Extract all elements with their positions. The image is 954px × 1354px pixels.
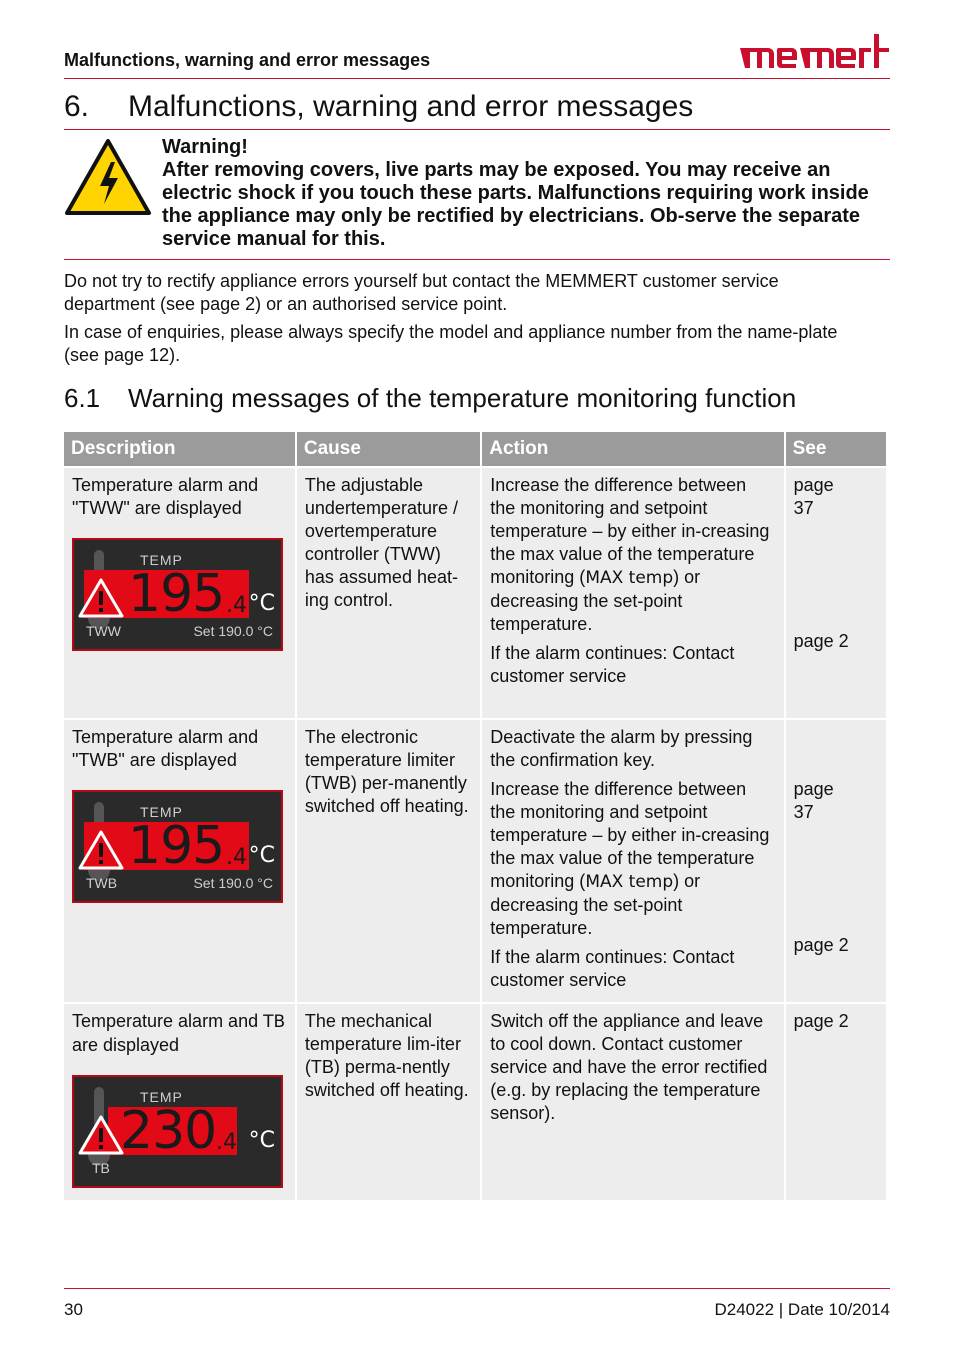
warning-rule <box>64 259 890 260</box>
display-setpoint: Set 190.0 °C <box>193 623 273 639</box>
display-mode: TWB <box>86 875 118 891</box>
section-title-text: Warning messages of the temperature monitoring function <box>128 383 797 413</box>
display-unit: °C <box>248 1128 275 1153</box>
table-row <box>64 468 886 718</box>
display-mode: TWW <box>86 623 121 639</box>
see-cell <box>786 720 886 1002</box>
description-text: Temperature alarm and "TWB" are displayed <box>72 727 259 770</box>
see-cell <box>786 468 886 718</box>
warning-heading: Warning! <box>162 136 248 158</box>
section-number: 6.1 <box>64 383 101 413</box>
action-cell <box>482 468 783 718</box>
memmert-logo <box>738 32 890 72</box>
col-header-description: Description <box>64 432 295 466</box>
enquiry-paragraph: In case of enquiries, please always specify the model and appliance number from the name-plate (see page 12). <box>64 322 838 365</box>
description-text: Temperature alarm and "TWW" are displayed <box>72 475 259 518</box>
chapter-number: 6. <box>64 90 90 123</box>
alarm-warning-icon <box>78 1115 124 1155</box>
table-row <box>64 1004 886 1200</box>
menu-term: MAX temp <box>585 568 674 588</box>
action-text: Increase the difference between the monitoring and setpoint temperature – by either in-creasing the max value of the temperature monitoring (MAX temp) or decreasing the set-point temperature. <box>490 779 770 938</box>
display-term: TB <box>263 1012 286 1032</box>
page-reference: page 2 <box>793 631 849 651</box>
action-cell <box>482 720 783 1002</box>
section-title <box>64 383 796 414</box>
chapter-rule <box>64 129 890 130</box>
col-header-see: See <box>786 432 886 466</box>
footer-rule <box>64 1288 890 1289</box>
display-label: TEMP <box>140 804 183 820</box>
chapter-title-text: Malfunctions, warning and error messages <box>128 90 694 123</box>
cause-cell: The adjustable undertemperature / overtemperature controller (TWW) has assumed heat-ing control. <box>297 468 480 718</box>
description-cell <box>64 720 295 1002</box>
action-text: If the alarm continues: Contact customer service <box>490 947 735 990</box>
display-mode: TB <box>92 1160 110 1176</box>
page-number: 30 <box>64 1300 83 1319</box>
action-text: Increase the difference between the monitoring and setpoint temperature – by either in-creasing the max value of the temperature monitoring (MAX temp) or decreasing the set-point temperature. <box>490 475 770 634</box>
action-text: Deactivate the alarm by pressing the confirmation key. <box>490 727 753 770</box>
table-header-row <box>64 432 886 466</box>
cause-cell: The mechanical temperature lim-iter (TB) perma-nently switched off heating. <box>297 1004 480 1200</box>
chapter-title <box>64 90 693 124</box>
description-text: Temperature alarm and TB are displayed <box>72 1011 286 1055</box>
intro-paragraph: Do not try to rectify appliance errors yourself but contact the MEMMERT customer service department (see page 2) or an authorised service point. <box>64 271 779 314</box>
col-header-cause: Cause <box>297 432 480 466</box>
running-title: Malfunctions, warning and error messages <box>64 50 431 70</box>
display-label: TEMP <box>140 1089 183 1105</box>
display-value: 195 <box>128 816 225 876</box>
controller-display <box>72 538 283 651</box>
menu-term: MAX temp <box>585 872 674 892</box>
description-cell <box>64 468 295 718</box>
electric-hazard-icon <box>64 138 152 216</box>
header-rule <box>64 78 890 79</box>
display-decimal: .4 <box>216 1130 237 1155</box>
description-cell <box>64 1004 295 1200</box>
warning-block <box>162 136 880 251</box>
display-label: TEMP <box>140 552 183 568</box>
warning-messages-table <box>62 430 888 1202</box>
display-unit: °C <box>248 843 275 868</box>
page-reference: page 2 <box>793 1011 849 1031</box>
see-cell <box>786 1004 886 1200</box>
col-header-action: Action <box>482 432 783 466</box>
warning-body: After removing covers, live parts may be exposed. You may receive an electric shock if you touch these parts. Malfunctions requiring work inside the appliance may only be rectified by electricians. Ob-serve the separate service manual for this. <box>162 159 869 250</box>
action-cell: Switch off the appliance and leave to cool down. Contact customer service and have the error rectified (e.g. by replacing the temperature sensor). <box>482 1004 783 1200</box>
controller-display <box>72 1075 283 1188</box>
display-value: 195 <box>128 564 225 624</box>
page-reference: page 2 <box>793 935 849 955</box>
alarm-warning-icon <box>78 830 124 870</box>
display-value: 230 <box>120 1101 217 1161</box>
display-unit: °C <box>248 591 275 616</box>
cause-cell: The electronic temperature limiter (TWB) per-manently switched off heating. <box>297 720 480 1002</box>
action-text: If the alarm continues: Contact customer service <box>490 643 735 686</box>
display-decimal: .4 <box>226 593 247 618</box>
table-row <box>64 720 886 1002</box>
page-reference: page 37 <box>793 779 834 822</box>
display-decimal: .4 <box>226 845 247 870</box>
page-reference: page 37 <box>793 475 834 518</box>
controller-display <box>72 790 283 903</box>
display-setpoint: Set 190.0 °C <box>193 875 273 891</box>
document-info: D24022 | Date 10/2014 <box>714 1300 890 1319</box>
alarm-warning-icon <box>78 578 124 618</box>
